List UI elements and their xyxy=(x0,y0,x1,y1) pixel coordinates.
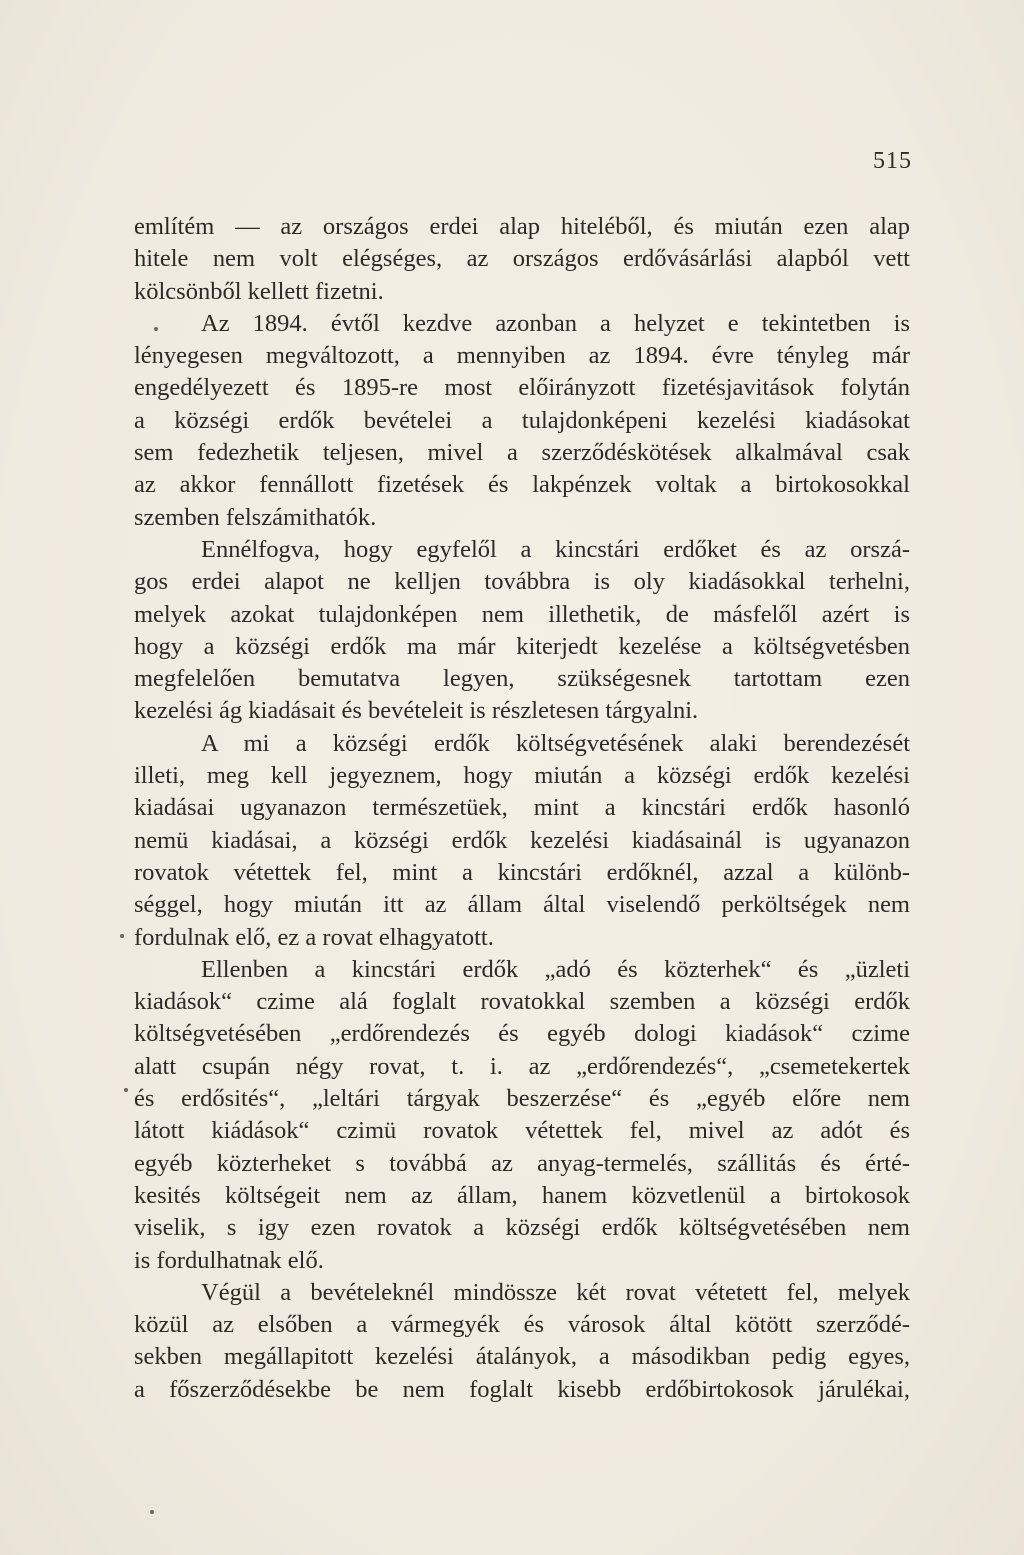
print-speck xyxy=(154,327,158,331)
text-line: hitele nem volt elégséges, az országos erdővásárlási alapból vett xyxy=(134,245,910,273)
text-line: viselik, s igy ezen rovatok a községi erdők költségvetésében nem xyxy=(134,1214,910,1242)
text-line: Ennélfogva, hogy egyfelől a kincstári erdőket és az orszá- xyxy=(201,535,910,563)
text-line: az akkor fennállott fizetések és lakpénzek voltak a birtokosokkal xyxy=(134,471,910,499)
text-line: és erdősités“, „leltári tárgyak beszerzése“ és „egyéb előre nem xyxy=(134,1085,910,1113)
text-line: sem fedezhetik teljesen, mivel a szerződéskötések alkalmával csak xyxy=(134,439,910,467)
text-line: Az 1894. évtől kezdve azonban a helyzet e tekintetben is xyxy=(201,309,910,337)
text-line: kezelési ág kiadásait és bevételeit is részletesen tárgyalni. xyxy=(134,697,699,725)
text-line: kölcsönből kellett fizetni. xyxy=(134,277,384,305)
print-speck xyxy=(120,934,124,938)
text-line: költségvetésében „erdőrendezés és egyéb dologi kiadások“ czime xyxy=(134,1020,910,1048)
text-line: A mi a községi erdők költségvetésének alaki berendezését xyxy=(201,729,910,757)
text-line: kesités költségeit nem az állam, hanem közvetlenül a birtokosok xyxy=(134,1181,910,1209)
text-line: Végül a bevételeknél mindössze két rovat vétetett fel, melyek xyxy=(201,1278,910,1306)
text-line: is fordulhatnak elő. xyxy=(134,1246,324,1274)
text-line: fordulnak elő, ez a rovat elhagyatott. xyxy=(134,923,494,951)
text-line: hogy a községi erdők ma már kiterjedt kezelése a költségvetésben xyxy=(134,632,910,660)
text-line: kiadások“ czime alá foglalt rovatokkal szemben a községi erdők xyxy=(134,988,910,1016)
text-line: közül az elsőben a vármegyék és városok által kötött szerződé- xyxy=(134,1311,910,1339)
text-line: nemü kiadásai, a községi erdők kezelési kiadásainál is ugyanazon xyxy=(134,826,910,854)
text-line: engedélyezett és 1895-re most előirányzott fizetésjavitások folytán xyxy=(134,374,910,402)
print-speck xyxy=(150,1510,154,1514)
text-line: a főszerződésekbe be nem foglalt kisebb erdőbirtokosok járulékai, xyxy=(134,1375,910,1403)
text-line: gos erdei alapot ne kelljen továbbra is oly kiadásokkal terhelni, xyxy=(134,568,910,596)
text-line: látott kiádások“ czimü rovatok vétettek fel, mivel az adót és xyxy=(134,1117,910,1145)
text-line: a községi erdők bevételei a tulajdonképeni kezelési kiadásokat xyxy=(134,406,910,434)
text-line: kiadásai ugyanazon természetüek, mint a kincstári erdők hasonló xyxy=(134,794,910,822)
text-line: illeti, meg kell jegyeznem, hogy miután a községi erdők kezelési xyxy=(134,762,910,790)
text-line: rovatok vétettek fel, mint a kincstári erdőknél, azzal a különb- xyxy=(134,858,910,886)
text-line: melyek azokat tulajdonképen nem illethetik, de másfelől azért is xyxy=(134,600,910,628)
text-line: egyéb közterheket s továbbá az anyag-termelés, szállitás és érté- xyxy=(134,1149,910,1177)
text-line: sekben megállapitott kezelési átalányok, a másodikban pedig egyes, xyxy=(134,1343,910,1371)
text-line: séggel, hogy miután itt az állam által viselendő perköltségek nem xyxy=(134,891,910,919)
text-line: Ellenben a kincstári erdők „adó és közterhek“ és „üzleti xyxy=(201,955,910,983)
text-line: megfelelően bemutatva legyen, szükségesnek tartottam ezen xyxy=(134,665,910,693)
text-line: említém — az országos erdei alap hiteléből, és miután ezen alap xyxy=(134,213,910,240)
text-line: alatt csupán négy rovat, t. i. az „erdőrendezés“, „csemetekertek xyxy=(134,1052,910,1080)
page-number: 515 xyxy=(873,148,912,174)
text-line: lényegesen megváltozott, a mennyiben az 1894. évre tényleg már xyxy=(134,342,910,370)
print-speck xyxy=(124,1088,128,1092)
text-line: szemben felszámithatók. xyxy=(134,503,377,531)
body-text xyxy=(134,211,910,1406)
